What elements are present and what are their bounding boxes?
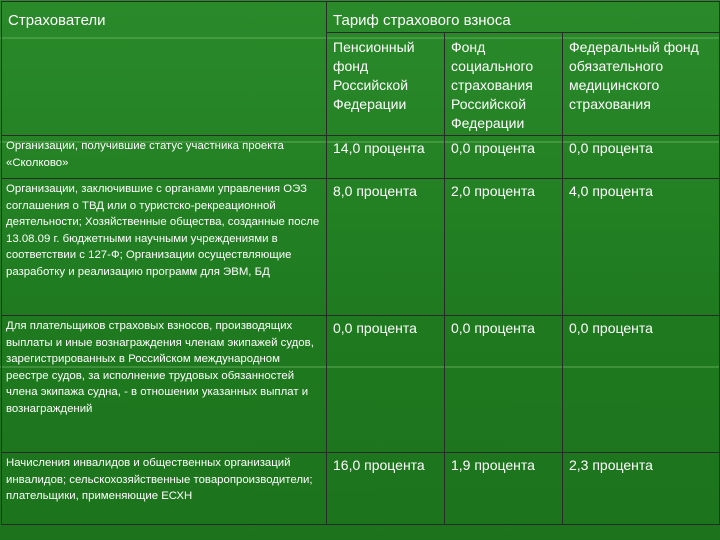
- insurance-tariff-table: [1, 1, 720, 525]
- rate-cell-pension: 0,0 процента: [327, 316, 445, 453]
- table-header-row: [2, 2, 720, 33]
- rate-cell-social: 1,9 процента: [445, 453, 563, 525]
- insurer-cell: Начисления инвалидов и общественных организаций инвалидов; сельскохозяйственные товаропроизводители; плательщики, применяющие ЕСХН: [2, 453, 327, 525]
- rate-cell-social: 2,0 процента: [445, 179, 563, 316]
- rate-cell-medical: 0,0 процента: [563, 316, 720, 453]
- rate-cell-pension: 14,0 процента: [327, 136, 445, 179]
- fund-header-medical: Федеральный фонд обязательного медицинского страхования: [563, 33, 720, 136]
- rate-cell-social: 0,0 процента: [445, 316, 563, 453]
- insurers-header: Страхователи: [2, 2, 327, 136]
- rate-cell-pension: 8,0 процента: [327, 179, 445, 316]
- insurer-cell: Для плательщиков страховых взносов, производящих выплаты и иные вознаграждения членам экипажей судов, зарегистрированных в Российском международном реестре судов, за исполнение трудовых обязанностей члена экипажа судна, - в отношении указанных выплат и вознаграждений: [2, 316, 327, 453]
- table-row: [2, 179, 720, 316]
- rate-cell-social: 0,0 процента: [445, 136, 563, 179]
- insurer-cell: Организации, заключившие с органами управления ОЭЗ соглашения о ТВД или о туристско-рекреационной деятельности; Хозяйственные общества, созданные после 13.08.09 г. бюджетными научными учреждениями в соответствии с 127-Ф; Организации осуществляющие разработку и реализацию программ для ЭВМ, БД: [2, 179, 327, 316]
- fund-header-pension: Пенсионный фонд Российской Федерации: [327, 33, 445, 136]
- rate-cell-pension: 16,0 процента: [327, 453, 445, 525]
- table-row: [2, 136, 720, 179]
- fund-header-social: Фонд социального страхования Российской Федерации: [445, 33, 563, 136]
- rate-cell-medical: 4,0 процента: [563, 179, 720, 316]
- table-row: [2, 453, 720, 525]
- rate-cell-medical: 0,0 процента: [563, 136, 720, 179]
- rate-cell-medical: 2,3 процента: [563, 453, 720, 525]
- insurer-cell: Организации, получившие статус участника проекта «Сколково»: [2, 136, 327, 179]
- table-row: [2, 316, 720, 453]
- tariff-header: Тариф страхового взноса: [327, 2, 720, 33]
